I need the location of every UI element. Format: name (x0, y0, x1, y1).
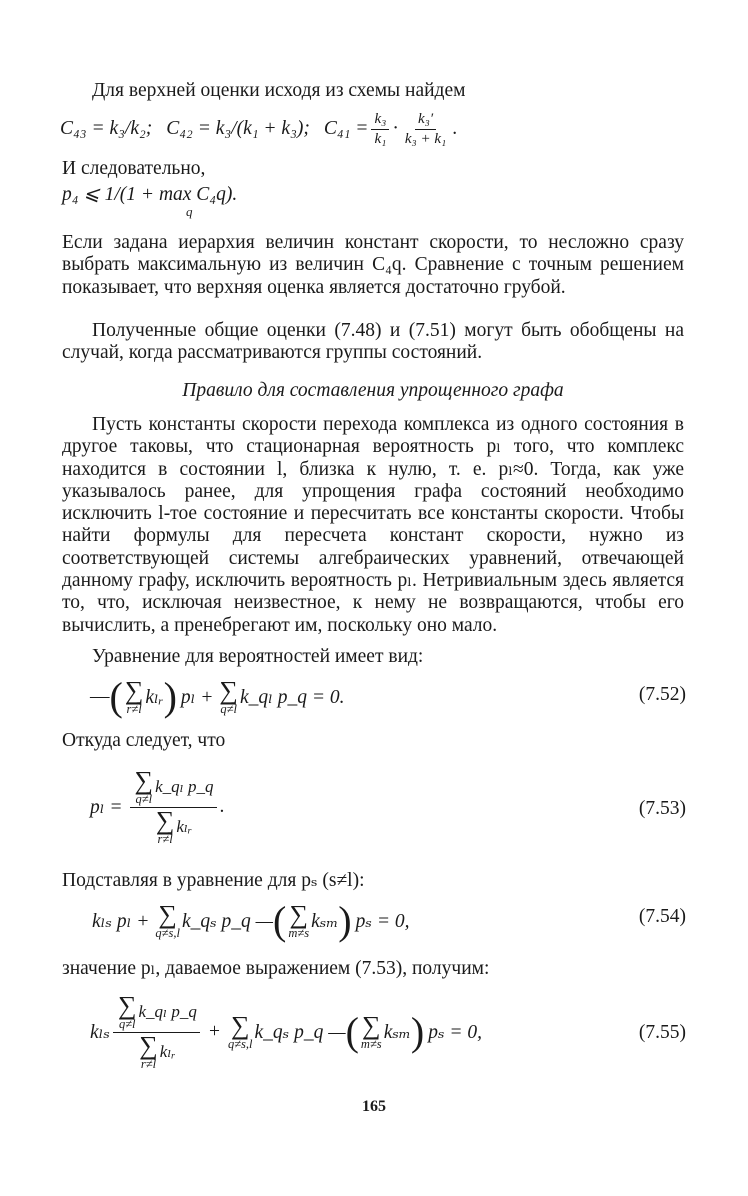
hence-line: Откуда следует, что (62, 730, 226, 751)
sum-term: k_qₗ p_q = 0. (239, 687, 345, 708)
fraction-c41-second (402, 111, 449, 148)
num-term: k_qₗ p_q (138, 1002, 197, 1021)
equation-7-55: kₗₛ ∑ q≠l k_qₗ p_q ∑ r≠l kₗᵣ + ∑ q≠s,l k_qₛ p_q — ( ∑ m≠s kₛₘ ) pₛ = 0, (90, 990, 483, 1071)
sum-under: q≠s,l (155, 925, 180, 940)
sum-under: m≠s (288, 925, 310, 940)
sum-term: kₛₘ (383, 1022, 411, 1043)
sum-block: ∑ r≠l (155, 805, 175, 846)
sum-under: q≠l (118, 1016, 136, 1031)
sum-block: ∑ r≠l (139, 1030, 158, 1071)
equation-7-52: — ( ∑ r≠l kₗᵣ ) pₗ + ∑ q≠l k_qₗ p_q = 0. (90, 674, 345, 719)
fraction-c41-first (371, 111, 389, 148)
eq-minus: — (90, 686, 110, 707)
den-term: kₗᵣ (159, 1042, 176, 1061)
equation-form-line: Уравнение для вероятностей имеет вид: (92, 646, 424, 667)
sum-block: ∑ q≠s,l (227, 1010, 253, 1051)
sum-block: ∑ m≠s (360, 1010, 382, 1051)
equation-p4 (62, 182, 237, 206)
eq-end: pₛ = 0, (428, 1022, 483, 1043)
eq-end: pₛ = 0, (355, 911, 410, 932)
frac-den: k₃ + k₁ (404, 130, 447, 147)
eq-number-7-55: (7.55) (638, 1022, 686, 1043)
rule-paragraph: Пусть константы скорости перехода комплекса из одного состояния в другое таковы, что стационарная вероятность pₗ того, что комплекс находится в состоянии l, близка к нулю, т. е. pₗ≈0. Тогда, как уже указывалось ранее, для упрощения графа состояний необходимо исключить l-тое состояние и пересчитать все константы скорости. Чтобы найти формулы для пересчета констант скорости, нужно из соответствующей системы алгебраических уравнений, отвечающей данному графу, исключить вероятность pₗ. Нетривиальным здесь является то, что, исключая неизвестное, к нему не возвращаются, чтобы его вычислить, а пренебрегают им, поскольку оно мало. (62, 414, 684, 636)
general-estimates-paragraph: Полученные общие оценки (7.48) и (7.51) могут быть обобщены на случай, когда рассматриваются группы состояний. (62, 320, 684, 364)
sum-under: m≠s (360, 1036, 382, 1051)
frac-num: k₃′ (415, 111, 436, 130)
den-term: kₗᵣ (176, 817, 193, 836)
sum-block: ∑ q≠l (117, 990, 137, 1031)
substitute-line: Подставляя в уравнение для pₛ (s≠l): (62, 870, 365, 891)
equation-7-54: kₗₛ pₗ + ∑ q≠s,l k_qₛ p_q — ( ∑ m≠s kₛₘ ) pₛ = 0, (92, 898, 410, 943)
sum-under: q≠l (135, 791, 153, 806)
eq-k: kₗₛ (90, 1022, 110, 1043)
sum-block: ∑ q≠l (134, 765, 154, 806)
fraction-7-53 (130, 765, 217, 846)
eq-c43: C₄₃ = k₃/k₂; (60, 118, 153, 139)
sum-block: ∑ q≠l (219, 675, 238, 716)
eq-p4-body: p₄ ⩽ 1/(1 + max C₄q). (62, 184, 238, 205)
sum-term: k_qₛ p_q — (181, 911, 274, 932)
page-number: 165 (362, 1098, 386, 1115)
value-line: значение pₗ, даваемое выражением (7.53), получим: (62, 958, 490, 979)
eq-c41-lhs: C₄₁ = (323, 118, 369, 139)
sum-block: ∑ r≠l (124, 675, 144, 716)
therefore-line: И следовательно, (62, 158, 206, 179)
equation-7-53 (90, 760, 224, 854)
sum-term: kₗᵣ (145, 687, 164, 708)
eq-plus: + (208, 1021, 220, 1042)
sum-under: r≠l (157, 831, 173, 846)
section-heading: Правило для составления упрощенного графа (182, 380, 564, 401)
equation-c-constants: C₄₃ = k₃/k₂; C₄₂ = k₃/(k₁ + k₃); C₄₁ = $\frac{\text{k₃}}{\text{k₁}}$ · $\frac{\text{k₃′}}{\text{k₃ + k₁}}$ . (60, 110, 458, 147)
sum-under: q≠s,l (227, 1036, 253, 1051)
sum-under: r≠l (140, 1056, 157, 1071)
eq-p4-under: q (186, 204, 193, 219)
eq-lhs: kₗₛ pₗ + (92, 911, 150, 932)
sum-under: q≠l (220, 701, 237, 716)
after-paren: pₗ + (180, 687, 214, 708)
eq-c41-end: . (452, 118, 458, 139)
eq-number-7-52: (7.52) (638, 684, 686, 705)
eq-number-7-54: (7.54) (638, 906, 686, 927)
sum-block: ∑ m≠s (288, 899, 310, 940)
sum-term: k_qₛ p_q — (254, 1022, 346, 1043)
num-term: k_qₗ p_q (155, 777, 214, 796)
hierarchy-paragraph: Если задана иерархия величин констант скорости, то несложно сразу выбрать максимальную из величин C₄q. Сравнение с точным решением показывает, что верхняя оценка является достаточно грубой. (62, 232, 684, 298)
eq-lhs: pₗ = (90, 797, 123, 818)
sum-block: ∑ q≠s,l (155, 899, 180, 940)
eq-number-7-53: (7.53) (638, 798, 686, 819)
eq-c42: C₄₂ = k₃/(k₁ + k₃); (166, 118, 310, 139)
eq-end: . (219, 796, 225, 817)
sum-term: kₛₘ (311, 911, 339, 932)
fraction-7-55 (113, 990, 200, 1071)
frac-num: k₃ (371, 111, 389, 130)
sum-under: r≠l (126, 701, 142, 716)
upper-bound-intro: Для верхней оценки исходя из схемы найдем (92, 80, 466, 101)
frac-den: k₁ (374, 130, 387, 147)
